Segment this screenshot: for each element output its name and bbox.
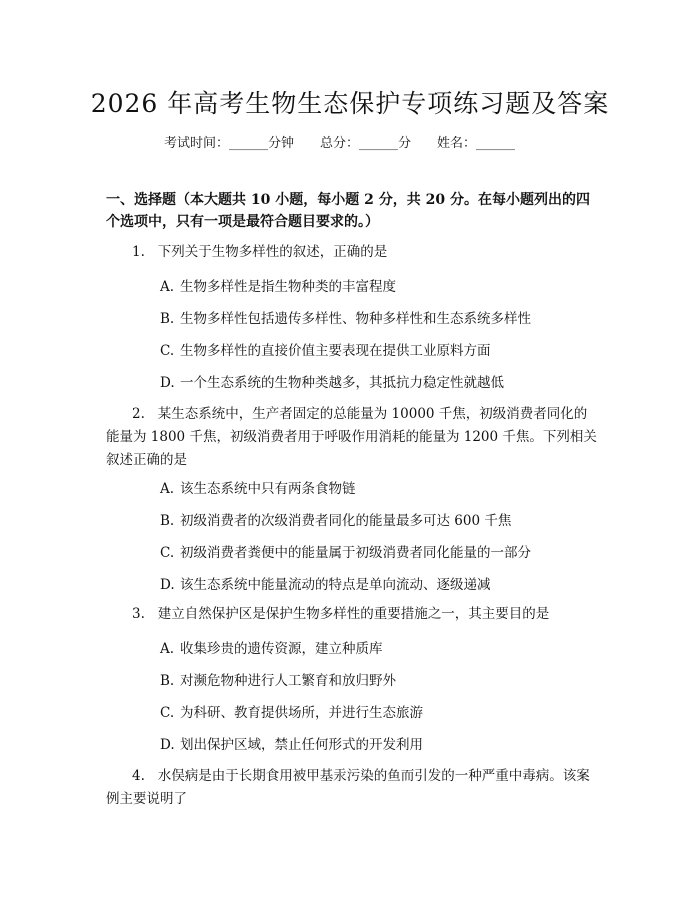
option-text: 划出保护区域，禁止任何形式的开发利用 xyxy=(180,737,423,753)
q1-option-b xyxy=(160,307,531,327)
option-text: 生物多样性的直接价值主要表现在提供工业原料方面 xyxy=(180,343,491,359)
option-text: 初级消费者的次级消费者同化的能量最多可达 600 千焦 xyxy=(180,513,512,529)
option-letter: D. xyxy=(160,737,175,753)
question-2 xyxy=(106,403,600,472)
option-text: 为科研、教育提供场所，并进行生态旅游 xyxy=(180,705,423,721)
question-4 xyxy=(106,765,600,811)
q1-option-a xyxy=(160,275,396,295)
q2-option-c xyxy=(160,541,531,561)
option-text: 该生态系统中只有两条食物链 xyxy=(180,481,356,497)
question-stem: 下列关于生物多样性的叙述，正确的是 xyxy=(157,244,388,260)
q2-option-b xyxy=(160,509,511,529)
question-stem: 某生态系统中，生产者固定的总能量为 10000 千焦，初级消费者同化的能量为 1800 千焦，初级消费者用于呼吸作用消耗的能量为 1200 千焦。下列相关叙述正确的是 xyxy=(106,406,597,468)
question-1 xyxy=(106,241,600,264)
student-name-field: 姓名：______ xyxy=(437,136,516,151)
question-3 xyxy=(106,603,600,626)
section-heading: 一、选择题（本大题共 10 小题，每小题 2 分，共 20 分。在每小题列出的四个选项中，只有一项是最符合题目要求的。） xyxy=(106,192,590,230)
exam-meta xyxy=(164,132,515,151)
option-text: 对濒危物种进行人工繁育和放归野外 xyxy=(180,673,396,689)
q3-option-a xyxy=(160,637,383,657)
question-number: 4. xyxy=(132,768,145,784)
option-letter: A. xyxy=(160,279,175,295)
q3-option-d xyxy=(160,733,423,753)
q2-option-a xyxy=(160,477,356,497)
option-text: 初级消费者粪便中的能量属于初级消费者同化能量的一部分 xyxy=(180,545,531,561)
total-score-field: 总分：______分 xyxy=(320,136,412,151)
option-text: 收集珍贵的遗传资源，建立种质库 xyxy=(180,641,383,657)
option-letter: B. xyxy=(160,513,175,529)
q1-option-c xyxy=(160,339,491,359)
option-text: 一个生态系统的生物种类越多，其抵抗力稳定性就越低 xyxy=(180,375,504,391)
option-letter: A. xyxy=(160,481,175,497)
option-text: 该生态系统中能量流动的特点是单向流动、逐级递减 xyxy=(180,577,491,593)
q3-option-c xyxy=(160,701,423,721)
q3-option-b xyxy=(160,669,396,689)
question-number: 2. xyxy=(132,406,145,422)
option-letter: C. xyxy=(160,705,175,721)
question-stem: 水俣病是由于长期食用被甲基汞污染的鱼而引发的一种严重中毒病。该案例主要说明了 xyxy=(106,768,590,807)
option-letter: D. xyxy=(160,375,175,391)
option-letter: A. xyxy=(160,641,175,657)
option-letter: C. xyxy=(160,545,175,561)
option-text: 生物多样性包括遗传多样性、物种多样性和生态系统多样性 xyxy=(180,311,531,327)
question-stem: 建立自然保护区是保护生物多样性的重要措施之一，其主要目的是 xyxy=(157,606,550,622)
option-letter: B. xyxy=(160,311,175,327)
q2-option-d xyxy=(160,573,491,593)
q1-option-d xyxy=(160,371,504,391)
page-title: 2026 年高考生物生态保护专项练习题及答案 xyxy=(90,89,610,118)
option-letter: B. xyxy=(160,673,175,689)
question-number: 3. xyxy=(132,606,145,622)
question-number: 1. xyxy=(132,244,145,260)
option-letter: D. xyxy=(160,577,175,593)
exam-time-field: 考试时间：______分钟 xyxy=(164,136,295,151)
option-letter: C. xyxy=(160,343,175,359)
option-text: 生物多样性是指生物种类的丰富程度 xyxy=(180,279,396,295)
